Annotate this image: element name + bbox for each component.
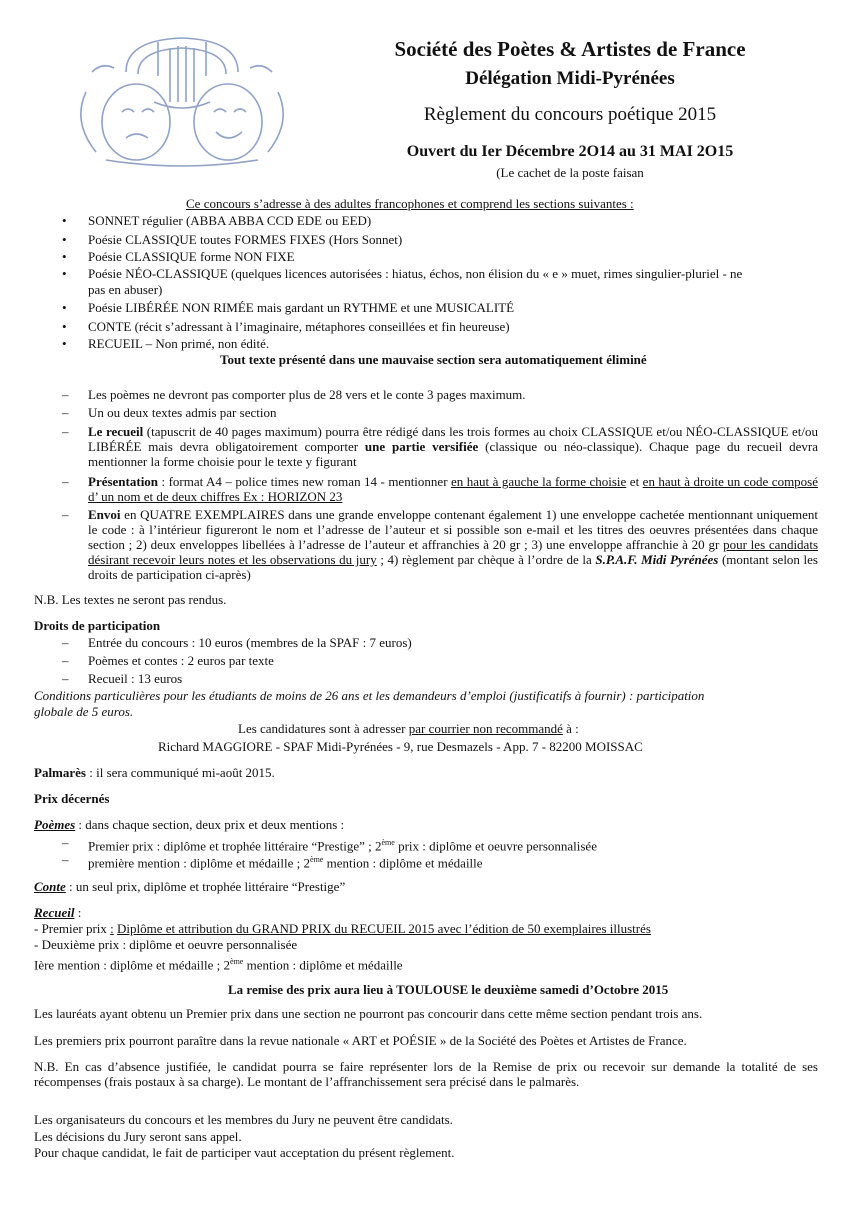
fee-item: Recueil : 13 euros: [88, 671, 183, 686]
rule-item: Un ou deux textes admis par section: [88, 405, 277, 420]
en-dash-icon: –: [62, 387, 69, 402]
closing-note: Les décisions du Jury seront sans appel.: [34, 1129, 242, 1144]
section-item-continued: pas en abuser): [88, 282, 163, 297]
closing-absence-note: N.B. En cas d’absence justifiée, le candidat pourra se faire représenter lors de la Remise de prix ou recevoir sur demande la totalité de ses récompenses (frais postaux à sa charge). Le montant de l’affranchissement sera précisé dans le palmarès.: [34, 1059, 818, 1089]
postal-address: Richard MAGGIORE - SPAF Midi-Pyrénées - 9, rue Desmazels - App. 7 - 82200 MOISSAC: [158, 739, 643, 754]
closing-note: Les premiers prix pourront paraître dans la revue nationale « ART et POÉSIE » de la Société des Poètes et Artistes de France.: [34, 1033, 687, 1048]
bullet-dot-icon: •: [62, 300, 67, 315]
ceremony-announcement: La remise des prix aura lieu à TOULOUSE le deuxième samedi d’Octobre 2015: [228, 982, 669, 997]
organization-title: Société des Poètes & Artistes de France: [394, 37, 746, 61]
recueil-second-prize: - Deuxième prix : diplôme et oeuvre personnalisée: [34, 937, 298, 952]
section-item: SONNET régulier (ABBA ABBA CCD EDE ou EED): [88, 213, 372, 228]
bullet-dot-icon: •: [62, 249, 67, 264]
fee-item: Entrée du concours : 10 euros (membres de la SPAF : 7 euros): [88, 635, 412, 650]
bullet-dot-icon: •: [62, 336, 67, 351]
section-item: Poésie LIBÉRÉE NON RIMÉE mais gardant un RYTHME et une MUSICALITÉ: [88, 300, 515, 315]
en-dash-icon: –: [62, 474, 69, 489]
closing-note: Les organisateurs du concours et les membres du Jury ne peuvent être candidats.: [34, 1112, 453, 1127]
en-dash-icon: –: [62, 405, 69, 420]
poemes-line: Poèmes : dans chaque section, deux prix et deux mentions :: [34, 817, 345, 832]
rule-envoi: Envoi en QUATRE EXEMPLAIRES dans une grande enveloppe contenant également 1) une enveloppe cachetée mentionnant uniquement le code : à l’intérieur figureront le nom et l’adresse de l’auteur et si possible son e-mail et les titres des oeuvres présentées dans chaque section ; 2) deux enveloppes libellées à l’adresse de l’auteur et affranchies à 20 gr ; 3) une enveloppe affranchie à 20 gr pour les candidats désirant recevoir leurs notes et les observations du jury ; 4) règlement par chèque à l’ordre de la S.P.A.F. Midi Pyrénées (montant selon les droits de participation ci-après): [88, 507, 818, 582]
prizes-title: Prix décernés: [34, 791, 110, 806]
bullet-dot-icon: •: [62, 232, 67, 247]
rule-presentation: Présentation : format A4 – police times new roman 14 - mentionner en haut à gauche la forme choisie et en haut à droite un code composé d’ un nom et de deux chiffres Ex : HORIZON 23: [88, 474, 819, 504]
en-dash-icon: –: [62, 671, 69, 686]
document-title: Règlement du concours poétique 2015: [423, 104, 717, 125]
send-instructions: Les candidatures sont à adresser par courrier non recommandé à :: [238, 721, 579, 736]
en-dash-icon: –: [62, 835, 69, 850]
special-conditions-continued: globale de 5 euros.: [34, 704, 134, 719]
lyre-masks-emblem-icon: [66, 32, 298, 167]
delegation-title: Délégation Midi-Pyrénées: [465, 68, 675, 89]
poemes-prize-item: Premier prix : diplôme et trophée littéraire “Prestige” ; 2ème prix : diplôme et oeuvre personnalisée: [88, 838, 597, 854]
nb-texts: N.B. Les textes ne seront pas rendus.: [34, 592, 227, 607]
rule-recueil: Le recueil (tapuscrit de 40 pages maximum) pourra être rédigé dans les trois formes au choix CLASSIQUE et/ou NÉO-CLASSIQUE et/ou LIBÉRÉE mais devra obligatoirement comporter une partie versifiée (classique ou néo-classique). Chaque page du recueil devra mentionner la forme choisie pour le texte y figurant: [88, 424, 819, 469]
bullet-dot-icon: •: [62, 266, 67, 281]
section-item: Poésie CLASSIQUE toutes FORMES FIXES (Hors Sonnet): [88, 232, 403, 247]
recueil-mentions: Ière mention : diplôme et médaille ; 2ème mention : diplôme et médaille: [34, 957, 403, 973]
postmark-note: (Le cachet de la poste faisan: [496, 165, 644, 180]
bullet-dot-icon: •: [62, 213, 67, 228]
rule-item: Les poèmes ne devront pas comporter plus de 28 vers et le conte 3 pages maximum.: [88, 387, 526, 402]
poemes-mention-item: première mention : diplôme et médaille ; 2ème mention : diplôme et médaille: [88, 855, 483, 871]
bullet-dot-icon: •: [62, 319, 67, 334]
section-item: RECUEIL – Non primé, non édité.: [88, 336, 270, 351]
recueil-first-prize: - Premier prix : Diplôme et attribution du GRAND PRIX du RECUEIL 2015 avec l’édition de 50 exemplaires illustrés: [34, 921, 651, 936]
special-conditions: Conditions particulières pour les étudiants de moins de 26 ans et les demandeurs d’emploi (justificatifs à fournir) : participation: [34, 688, 705, 703]
fees-title: Droits de participation: [34, 618, 161, 633]
en-dash-icon: –: [62, 635, 69, 650]
section-item: Poésie NÉO-CLASSIQUE (quelques licences autorisées : hiatus, échos, non élision du « e » muet, rimes singulier-pluriel - ne: [88, 266, 743, 281]
intro-text: Ce concours s’adresse à des adultes francophones et comprend les sections suivantes :: [186, 196, 634, 211]
fee-item: Poèmes et contes : 2 euros par texte: [88, 653, 274, 668]
palmares-line: Palmarès : il sera communiqué mi-août 2015.: [34, 765, 275, 780]
wrong-section-warning: Tout texte présenté dans une mauvaise section sera automatiquement éliminé: [220, 352, 647, 367]
en-dash-icon: –: [62, 424, 69, 439]
closing-note: Les lauréats ayant obtenu un Premier prix dans une section ne pourront pas concourir dans cette même section pendant trois ans.: [34, 1006, 703, 1021]
en-dash-icon: –: [62, 653, 69, 668]
closing-note: Pour chaque candidat, le fait de participer vaut acceptation du présent règlement.: [34, 1145, 455, 1160]
en-dash-icon: –: [62, 852, 69, 867]
conte-line: Conte : un seul prix, diplôme et trophée littéraire “Prestige”: [34, 879, 346, 894]
recueil-heading: Recueil :: [34, 905, 82, 920]
section-item: Poésie CLASSIQUE forme NON FIXE: [88, 249, 295, 264]
contest-dates: Ouvert du Ier Décembre 2O14 au 31 MAI 2O15: [406, 143, 734, 160]
en-dash-icon: –: [62, 507, 69, 522]
section-item: CONTE (récit s’adressant à l’imaginaire, métaphores conseillées et fin heureuse): [88, 319, 510, 334]
